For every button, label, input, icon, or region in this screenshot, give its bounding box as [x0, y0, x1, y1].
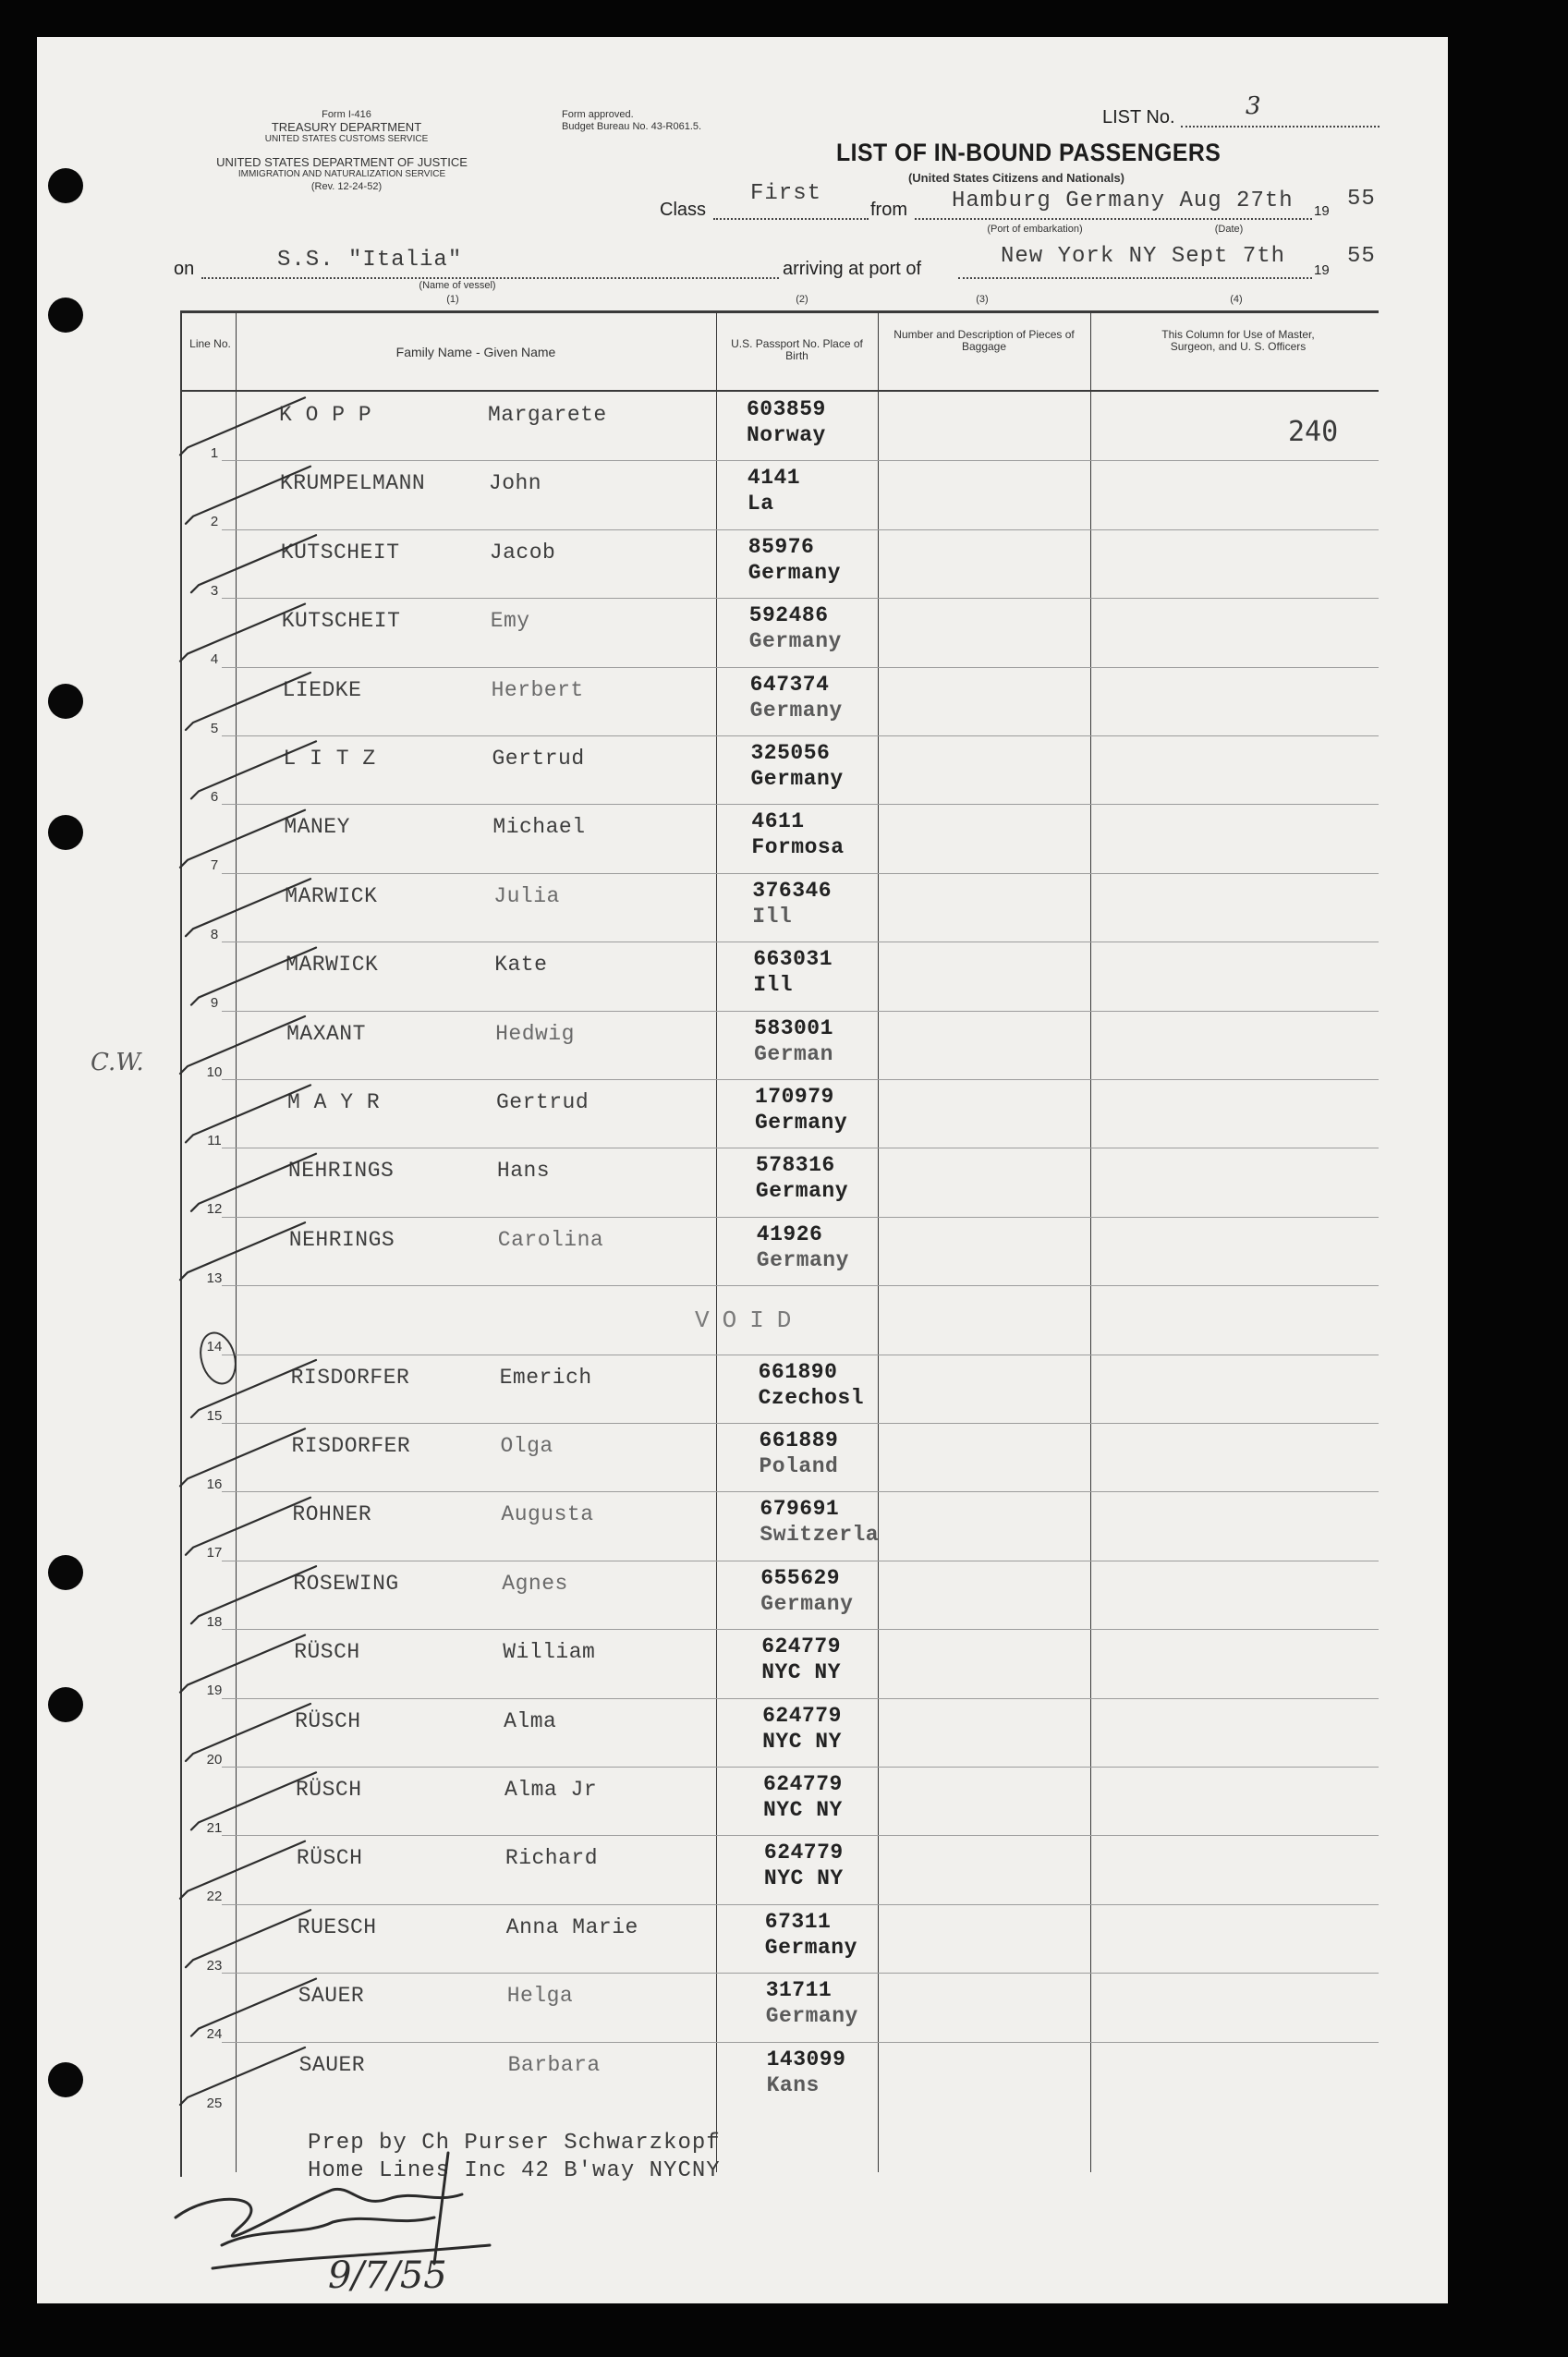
passport-number: 583001	[754, 1015, 833, 1040]
given-name: Emerich	[499, 1365, 592, 1390]
family-name: RÜSCH	[294, 1640, 360, 1665]
col-head-name: Family Name - Given Name	[395, 345, 556, 359]
given-name: Emy	[490, 609, 530, 634]
class-label: Class	[660, 200, 707, 220]
given-name: Anna Marie	[505, 1914, 638, 1939]
family-name: RÜSCH	[296, 1846, 363, 1871]
line-number: 13	[206, 1270, 223, 1286]
void-stamp: VOID	[695, 1306, 805, 1334]
from-label: from	[870, 200, 907, 220]
handwritten-date: 9/7/55	[328, 2254, 447, 2297]
check-mark	[180, 604, 305, 662]
from-year-prefix: 19	[1314, 203, 1330, 219]
date-caption: (Date)	[1214, 224, 1244, 235]
given-name: Hedwig	[495, 1021, 575, 1046]
form-approved: Form approved.	[562, 109, 634, 120]
place-of-birth: Germany	[755, 1111, 848, 1135]
passport-number: 661890	[758, 1359, 838, 1384]
line-number: 1	[210, 445, 219, 461]
check-mark	[191, 1979, 316, 2036]
family-name: ROHNER	[292, 1502, 372, 1527]
passport-number: 624779	[762, 1703, 842, 1728]
place-of-birth: Germany	[764, 1935, 857, 1960]
place-of-birth: NYC NY	[762, 1729, 842, 1754]
margin-note: C.W.	[91, 1049, 144, 1076]
company-line: Home Lines Inc 42 B'way NYCNY	[308, 2158, 721, 2183]
line-number: 2	[210, 514, 219, 530]
given-name: William	[503, 1640, 596, 1665]
check-mark	[186, 879, 310, 936]
line-number: 11	[207, 1133, 222, 1148]
class-value: First	[750, 181, 822, 206]
check-mark	[186, 673, 310, 730]
given-name: Olga	[500, 1434, 553, 1458]
given-name: Alma Jr	[504, 1778, 598, 1802]
family-name: MANEY	[284, 815, 350, 840]
given-name: Julia	[493, 883, 560, 908]
passport-number: 663031	[753, 947, 833, 972]
vessel-value: S.S. "Italia"	[277, 248, 463, 273]
place-of-birth: NYC NY	[763, 1866, 844, 1891]
family-name: NEHRINGS	[288, 1227, 395, 1252]
check-mark	[180, 1841, 305, 1899]
place-of-birth: Switzerla	[760, 1523, 880, 1548]
family-name: RÜSCH	[295, 1708, 361, 1733]
family-name: SAUER	[298, 2052, 366, 2077]
passport-number: 624779	[763, 1841, 844, 1865]
family-name: RISDORFER	[290, 1365, 410, 1390]
family-name: KUTSCHEIT	[280, 540, 400, 565]
col-head-passport: U.S. Passport No. Place of Birth	[731, 337, 863, 362]
arrival-value: New York NY Sept 7th	[1001, 244, 1286, 269]
line-number: 16	[206, 1476, 223, 1492]
family-name: ROSEWING	[293, 1571, 399, 1596]
place-of-birth: Germany	[749, 698, 843, 723]
check-mark	[180, 397, 305, 455]
family-name: RUESCH	[297, 1914, 377, 1939]
given-name: Kate	[494, 953, 548, 978]
family-name: L I T Z	[283, 747, 376, 771]
place-of-birth: Norway	[747, 423, 826, 447]
given-name: Herbert	[491, 677, 584, 702]
list-no-value: 3	[1246, 92, 1261, 120]
given-name: Agnes	[502, 1571, 568, 1596]
line-number: 4	[210, 651, 219, 668]
given-name: Alma	[504, 1708, 557, 1733]
treasury-label: TREASURY DEPARTMENT	[271, 120, 422, 134]
place-of-birth: NYC NY	[761, 1660, 842, 1685]
passport-number: 4611	[751, 809, 805, 834]
check-mark	[191, 1772, 316, 1829]
passport-number: 67311	[764, 1909, 832, 1934]
passport-number: 143099	[766, 2047, 846, 2071]
check-mark	[191, 741, 316, 798]
officer-note: 240	[1288, 416, 1339, 448]
family-name: KUTSCHEIT	[281, 609, 401, 634]
passport-number: 85976	[748, 534, 815, 559]
family-name: NEHRINGS	[287, 1159, 395, 1184]
circle-mark	[195, 1329, 240, 1387]
page-title: LIST OF IN-BOUND PASSENGERS	[836, 139, 1222, 166]
family-name: K O P P	[279, 403, 372, 427]
line-number: 3	[210, 582, 219, 599]
budget-bureau: Budget Bureau No. 43-R061.5.	[562, 121, 702, 132]
page-subtitle: (United States Citizens and Nationals)	[907, 171, 1125, 185]
column-index-3: (3)	[976, 294, 989, 305]
line-number: 5	[210, 720, 219, 736]
given-name: Helga	[506, 1984, 574, 2009]
vessel-caption: (Name of vessel)	[419, 280, 496, 291]
line-number: 21	[206, 1820, 223, 1836]
check-mark	[186, 467, 310, 524]
family-name: RÜSCH	[296, 1778, 362, 1802]
given-name: Jacob	[489, 540, 556, 565]
col-head-baggage: Number and Description of Pieces of Baggage	[893, 328, 1075, 353]
place-of-birth: Germany	[750, 767, 844, 791]
check-mark	[180, 1016, 305, 1074]
passport-number: 603859	[747, 397, 826, 421]
column-index-2: (2)	[796, 294, 808, 305]
check-mark	[180, 1635, 305, 1693]
place-of-birth: Germany	[748, 560, 841, 585]
place-of-birth: Germany	[756, 1247, 849, 1272]
check-mark	[191, 1360, 316, 1417]
passport-number: 170979	[755, 1085, 834, 1109]
line-number: 6	[210, 789, 219, 805]
signature	[176, 2153, 490, 2268]
family-name: LIEDKE	[282, 677, 362, 702]
check-mark	[191, 1154, 316, 1211]
passport-number: 647374	[749, 672, 830, 697]
from-value: Hamburg Germany Aug 27th	[952, 188, 1294, 213]
passport-number: 31711	[765, 1978, 833, 2003]
customs-label: UNITED STATES CUSTOMS SERVICE	[264, 134, 429, 144]
family-name: RISDORFER	[291, 1434, 411, 1458]
family-name: MARWICK	[286, 953, 379, 978]
given-name: Augusta	[501, 1502, 594, 1527]
line-number: 9	[210, 995, 219, 1012]
check-mark	[191, 1566, 316, 1623]
line-number: 12	[206, 1201, 223, 1218]
place-of-birth: Germany	[755, 1179, 849, 1204]
justice-label: UNITED STATES DEPARTMENT OF JUSTICE	[216, 155, 468, 169]
given-name: Carolina	[497, 1227, 604, 1252]
place-of-birth: Kans	[766, 2072, 820, 2097]
place-of-birth: Germany	[760, 1591, 854, 1616]
check-mark	[191, 535, 316, 592]
family-name: MAXANT	[286, 1021, 366, 1046]
line-number: 23	[206, 1957, 223, 1974]
given-name: John	[488, 471, 542, 496]
line-number: 7	[210, 857, 219, 874]
place-of-birth: Ill	[753, 973, 794, 998]
line-number: 25	[206, 2095, 223, 2111]
passport-number: 624779	[763, 1772, 843, 1796]
passport-number: 376346	[752, 878, 833, 903]
line-number: 22	[206, 1889, 223, 1905]
place-of-birth: La	[747, 492, 774, 516]
place-of-birth: Germany	[765, 2004, 858, 2029]
given-name: Michael	[492, 815, 586, 840]
check-mark	[186, 1910, 310, 1967]
arrival-year-prefix: 19	[1314, 262, 1330, 278]
check-mark	[186, 1704, 310, 1761]
given-name: Barbara	[507, 2052, 601, 2077]
passport-number: 325056	[750, 741, 831, 765]
place-of-birth: Formosa	[751, 835, 845, 860]
place-of-birth: Ill	[752, 904, 793, 929]
family-name: SAUER	[298, 1984, 365, 2009]
check-mark	[191, 948, 316, 1005]
check-mark	[180, 1222, 305, 1280]
given-name: Margarete	[488, 403, 607, 427]
passport-number: 679691	[760, 1497, 840, 1522]
passport-number: 655629	[760, 1565, 841, 1590]
check-mark	[180, 2047, 305, 2105]
from-year: 55	[1347, 187, 1376, 212]
on-label: on	[174, 259, 195, 279]
col-head-line: Line No.	[189, 337, 231, 350]
column-index-1: (1)	[446, 294, 459, 305]
passport-number: 41926	[756, 1221, 823, 1246]
line-number: 19	[206, 1683, 223, 1699]
passport-number: 4141	[747, 466, 801, 491]
list-no-label: LIST No.	[1102, 107, 1175, 128]
check-mark	[186, 1085, 310, 1142]
place-of-birth: German	[754, 1041, 833, 1066]
place-of-birth: Poland	[759, 1454, 839, 1478]
place-of-birth: Germany	[748, 629, 842, 654]
given-name: Hans	[496, 1159, 551, 1184]
given-name: Gertrud	[492, 747, 585, 771]
passport-number: 592486	[748, 603, 829, 628]
given-name: Gertrud	[496, 1090, 590, 1114]
line-number: 8	[210, 926, 219, 942]
immigration-label: IMMIGRATION AND NATURALIZATION SERVICE	[237, 169, 446, 179]
line-number: 15	[206, 1407, 223, 1424]
arrival-year: 55	[1347, 244, 1376, 269]
check-mark	[180, 810, 305, 868]
passport-number: 578316	[755, 1153, 835, 1178]
form-id: Form I-416	[322, 109, 371, 120]
place-of-birth: NYC NY	[763, 1798, 843, 1822]
line-number: 18	[206, 1613, 223, 1630]
place-of-birth: Czechosl	[758, 1385, 865, 1410]
passport-number: 661889	[759, 1428, 839, 1452]
family-name: M A Y R	[287, 1090, 381, 1114]
passport-number: 624779	[761, 1634, 842, 1659]
family-name: MARWICK	[285, 883, 378, 908]
line-number: 10	[206, 1063, 223, 1080]
given-name: Richard	[504, 1846, 599, 1871]
arriving-label: arriving at port of	[783, 259, 922, 279]
port-embark-caption: (Port of embarkation)	[987, 224, 1083, 235]
family-name: KRUMPELMANN	[279, 471, 426, 496]
column-index-4: (4)	[1230, 294, 1243, 305]
prep-line: Prep by Ch Purser Schwarzkopf	[308, 2131, 721, 2156]
check-mark	[180, 1428, 305, 1486]
check-mark	[186, 1498, 310, 1555]
revision-label: (Rev. 12-24-52)	[310, 181, 383, 192]
line-number: 14	[206, 1339, 223, 1355]
col-head-officers: This Column for Use of Master, Surgeon, and U. S. Officers	[1161, 328, 1315, 353]
line-number: 20	[206, 1751, 223, 1768]
line-number: 17	[206, 1545, 223, 1561]
line-number: 24	[206, 2026, 223, 2043]
